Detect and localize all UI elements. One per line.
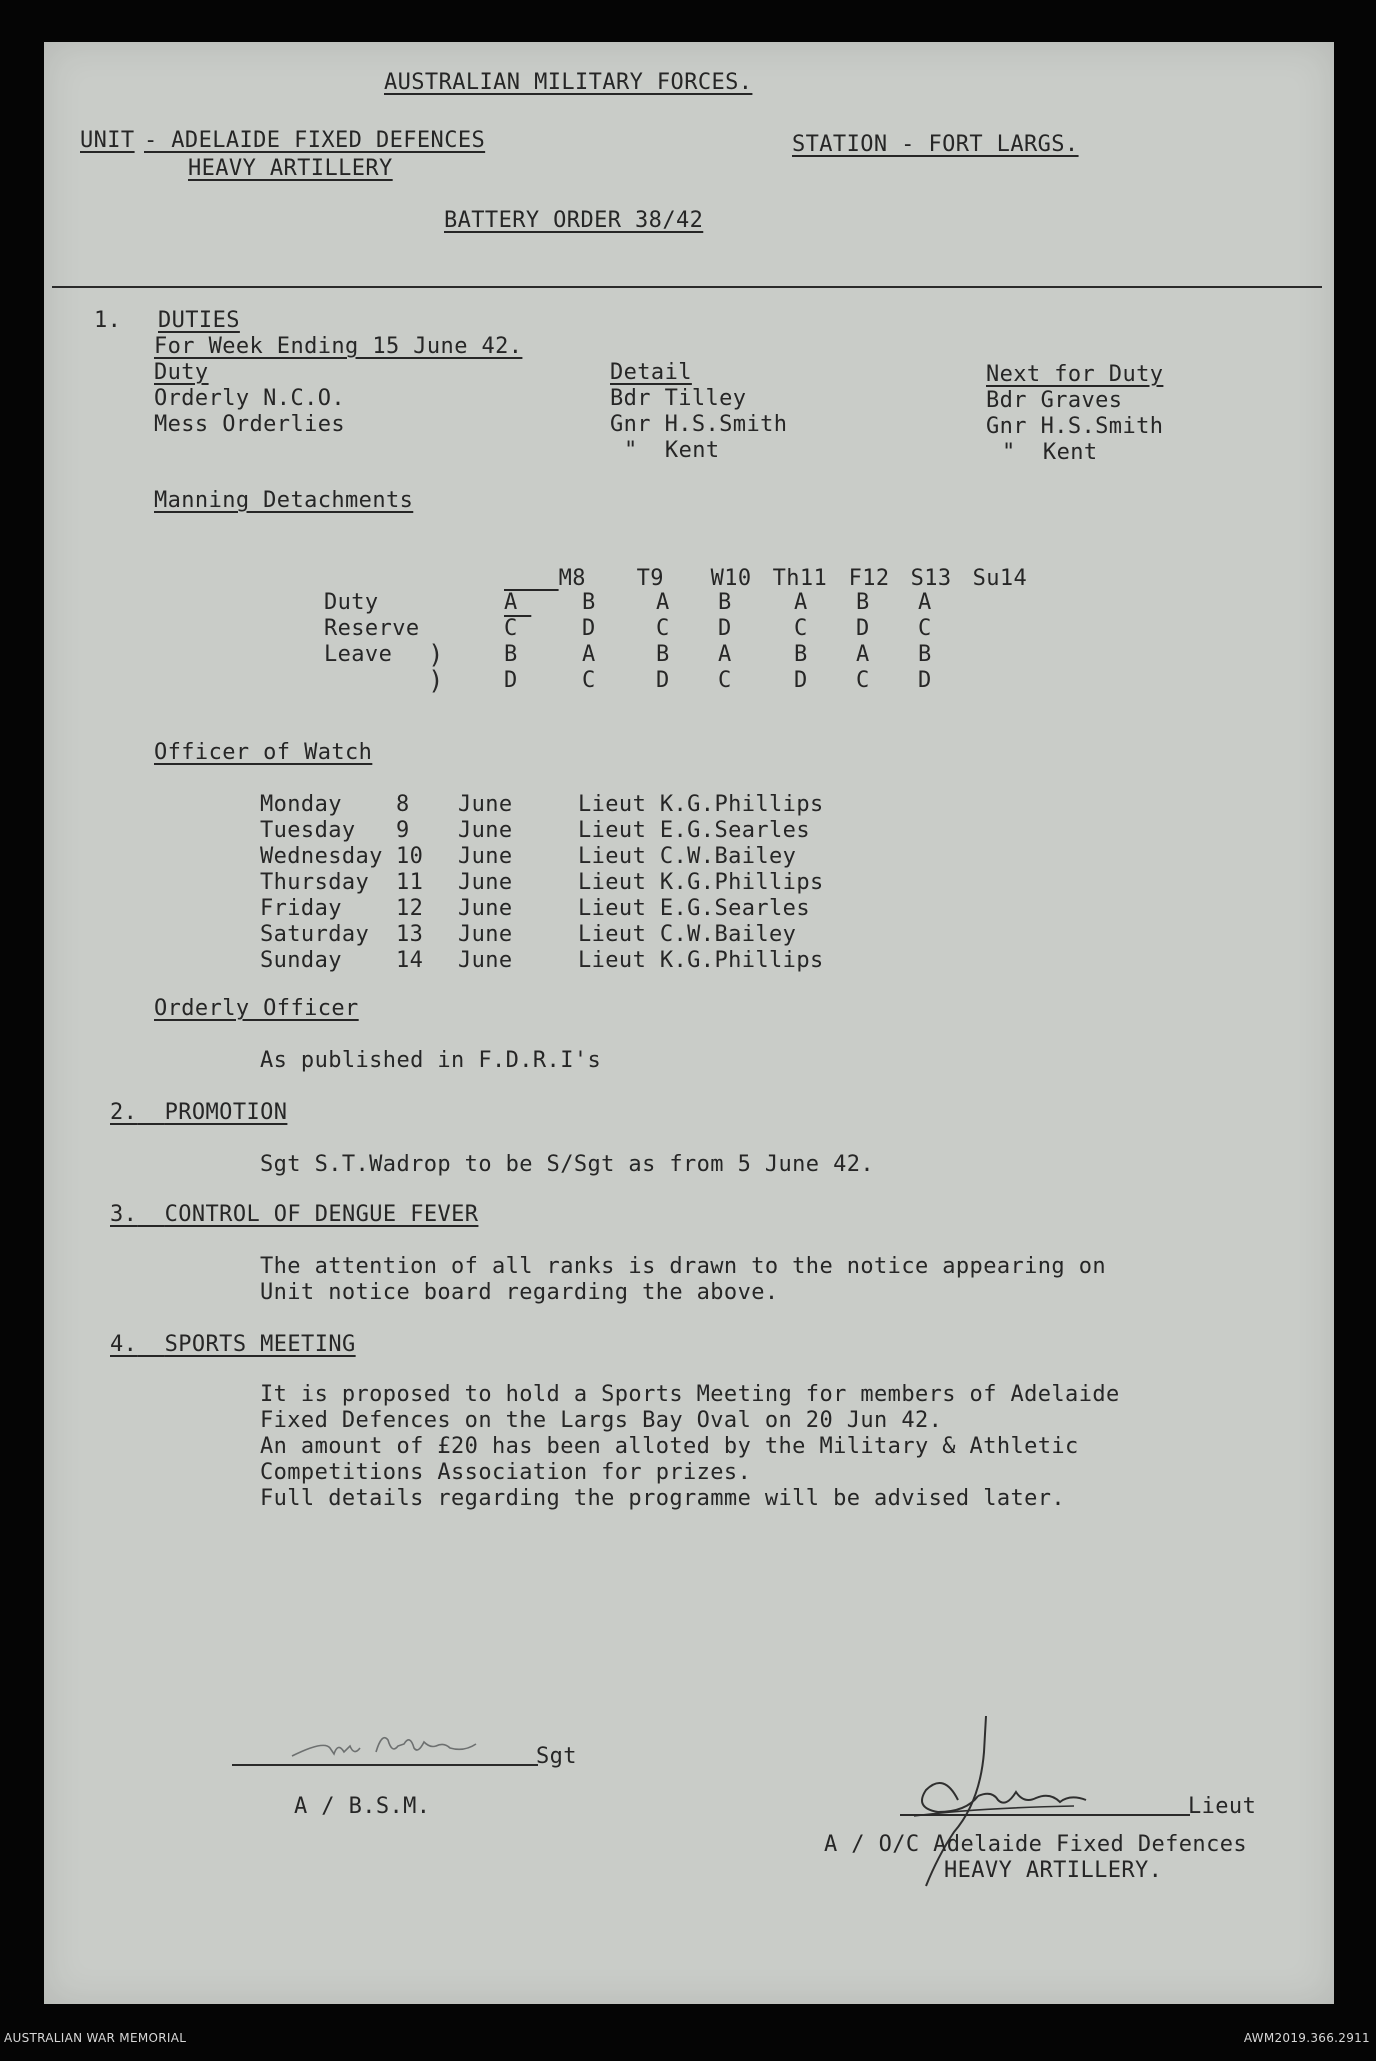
- day-header: Su14: [972, 566, 1028, 591]
- section3-title: CONTROL OF DENGUE FEVER: [164, 1202, 479, 1227]
- day-header: M8: [558, 566, 586, 591]
- section4-title: SPORTS MEETING: [164, 1332, 356, 1357]
- watch-title: Officer of Watch: [154, 740, 373, 765]
- watch-month: June: [458, 844, 513, 869]
- duty-row-2-next: " Kent: [1002, 440, 1098, 465]
- manning-cell: A: [918, 590, 932, 615]
- unit-line1: - ADELAIDE FIXED DEFENCES: [144, 128, 486, 153]
- manning-cell: C: [718, 668, 732, 693]
- duty-row-1-detail: Gnr H.S.Smith: [610, 412, 788, 437]
- unit-line2: HEAVY ARTILLERY: [188, 156, 393, 181]
- section3-line-1: Unit notice board regarding the above.: [260, 1280, 779, 1305]
- watch-month: June: [458, 870, 513, 895]
- document-title: AUSTRALIAN MILITARY FORCES.: [384, 70, 753, 95]
- section3-number: 3.: [110, 1202, 138, 1227]
- manning-row-label: Duty: [324, 590, 379, 615]
- day-header: Th11: [772, 566, 828, 591]
- manning-row-label: Reserve: [324, 616, 420, 641]
- manning-cell: A: [656, 590, 670, 615]
- manning-cell: D: [504, 668, 518, 693]
- station: STATION - FORT LARGS.: [792, 132, 1079, 157]
- manning-row-label: Leave: [324, 642, 393, 667]
- section4-line-2: An amount of £20 has been alloted by the Military & Athletic: [260, 1434, 1079, 1459]
- manning-cell: B: [504, 642, 518, 667]
- header-rule: [52, 286, 1322, 288]
- section4-number: 4.: [110, 1332, 138, 1357]
- watch-officer: Lieut K.G.Phillips: [578, 792, 824, 817]
- watch-date: 14: [396, 948, 424, 973]
- day-header: T9: [636, 566, 664, 591]
- watch-officer: Lieut E.G.Searles: [578, 818, 810, 843]
- right-title-line1: A / O/C Adelaide Fixed Defences: [824, 1832, 1247, 1857]
- manning-cell: D: [582, 616, 596, 641]
- orderly-title: Orderly Officer: [154, 996, 359, 1021]
- duty-row-0-duty: Orderly N.C.O.: [154, 386, 346, 411]
- watch-day: Tuesday: [260, 818, 356, 843]
- watch-officer: Lieut C.W.Bailey: [578, 844, 797, 869]
- duty-row-0-next: Bdr Graves: [986, 388, 1123, 413]
- watch-date: 11: [396, 870, 424, 895]
- watch-date: 12: [396, 896, 424, 921]
- watch-month: June: [458, 896, 513, 921]
- section1-number: 1.: [94, 308, 122, 333]
- manning-cell: B: [856, 590, 870, 615]
- watch-month: June: [458, 818, 513, 843]
- right-rank: Lieut: [1188, 1794, 1257, 1819]
- manning-cell: A: [794, 590, 808, 615]
- manning-cell: C: [918, 616, 932, 641]
- duty-row-1-duty: Mess Orderlies: [154, 412, 346, 437]
- manning-cell: A: [856, 642, 870, 667]
- day-header: F12: [848, 566, 890, 591]
- watch-day: Sunday: [260, 948, 342, 973]
- duty-row-0-detail: Bdr Tilley: [610, 386, 747, 411]
- left-rank: Sgt: [536, 1744, 577, 1769]
- manning-cell: B: [794, 642, 808, 667]
- right-signature-line: [900, 1814, 1190, 1816]
- section3-heading: [110, 1202, 478, 1228]
- manning-cell: B: [718, 590, 732, 615]
- document-page: [44, 42, 1334, 2004]
- watch-day: Friday: [260, 896, 342, 921]
- manning-cell: C: [856, 668, 870, 693]
- watch-day: Monday: [260, 792, 342, 817]
- manning-cell: D: [856, 616, 870, 641]
- section4-heading: [110, 1332, 356, 1358]
- watch-month: June: [458, 948, 513, 973]
- section2-heading: [110, 1100, 287, 1126]
- manning-title: Manning Detachments: [154, 488, 414, 513]
- col-duty-header: Duty: [154, 360, 209, 385]
- section4-line-3: Competitions Association for prizes.: [260, 1460, 752, 1485]
- manning-cell: C: [582, 668, 596, 693]
- manning-cell: A: [718, 642, 732, 667]
- watch-officer: Lieut C.W.Bailey: [578, 922, 797, 947]
- watch-day: Saturday: [260, 922, 370, 947]
- section4-line-1: Fixed Defences on the Largs Bay Oval on 20 Jun 42.: [260, 1408, 943, 1433]
- watch-date: 13: [396, 922, 424, 947]
- manning-cell: D: [718, 616, 732, 641]
- duty-row-2-detail: " Kent: [624, 438, 720, 463]
- watch-officer: Lieut K.G.Phillips: [578, 870, 824, 895]
- right-title-line2: HEAVY ARTILLERY.: [944, 1858, 1163, 1883]
- left-title: A / B.S.M.: [294, 1794, 431, 1819]
- unit-label: UNIT: [80, 128, 135, 153]
- leave-brace-bottom: ): [428, 666, 444, 696]
- manning-cell: D: [794, 668, 808, 693]
- week-ending: For Week Ending 15 June 42.: [154, 334, 523, 359]
- manning-cell: B: [918, 642, 932, 667]
- manning-cell: C: [656, 616, 670, 641]
- manning-cell: A: [504, 590, 518, 615]
- manning-cell: C: [794, 616, 808, 641]
- col-detail-header: Detail: [610, 360, 692, 385]
- footer-credit: AUSTRALIAN WAR MEMORIAL: [4, 2031, 187, 2045]
- watch-officer: Lieut K.G.Phillips: [578, 948, 824, 973]
- watch-month: June: [458, 922, 513, 947]
- watch-date: 10: [396, 844, 424, 869]
- manning-cell: D: [656, 668, 670, 693]
- section3-line-0: The attention of all ranks is drawn to the notice appearing on: [260, 1254, 1106, 1279]
- watch-month: June: [458, 792, 513, 817]
- duty-row-1-next: Gnr H.S.Smith: [986, 414, 1164, 439]
- watch-officer: Lieut E.G.Searles: [578, 896, 810, 921]
- orderly-text: As published in F.D.R.I's: [260, 1048, 602, 1073]
- section4-line-0: It is proposed to hold a Sports Meeting for members of Adelaide: [260, 1382, 1120, 1407]
- manning-cell: A: [582, 642, 596, 667]
- leave-brace-top: ): [428, 640, 444, 670]
- section1-title: DUTIES: [158, 308, 240, 333]
- manning-cell: B: [656, 642, 670, 667]
- manning-cell: B: [582, 590, 596, 615]
- section2-title: PROMOTION: [164, 1100, 288, 1125]
- watch-day: Thursday: [260, 870, 370, 895]
- manning-cell: D: [918, 668, 932, 693]
- col-next-header: Next for Duty: [986, 362, 1164, 387]
- day-header: S13: [910, 566, 952, 591]
- manning-cell: C: [504, 616, 518, 641]
- section2-text: Sgt S.T.Wadrop to be S/Sgt as from 5 June 42.: [260, 1152, 875, 1177]
- watch-date: 8: [396, 792, 410, 817]
- watch-day: Wednesday: [260, 844, 383, 869]
- watch-date: 9: [396, 818, 410, 843]
- section4-line-4: Full details regarding the programme will be advised later.: [260, 1486, 1066, 1511]
- section2-number: 2.: [110, 1100, 138, 1125]
- footer-accession: AWM2019.366.2911: [1243, 2031, 1370, 2045]
- left-signature-line: [232, 1764, 538, 1766]
- day-header: W10: [710, 566, 752, 591]
- battery-order: BATTERY ORDER 38/42: [444, 208, 704, 233]
- left-signature-image: [264, 1718, 534, 1768]
